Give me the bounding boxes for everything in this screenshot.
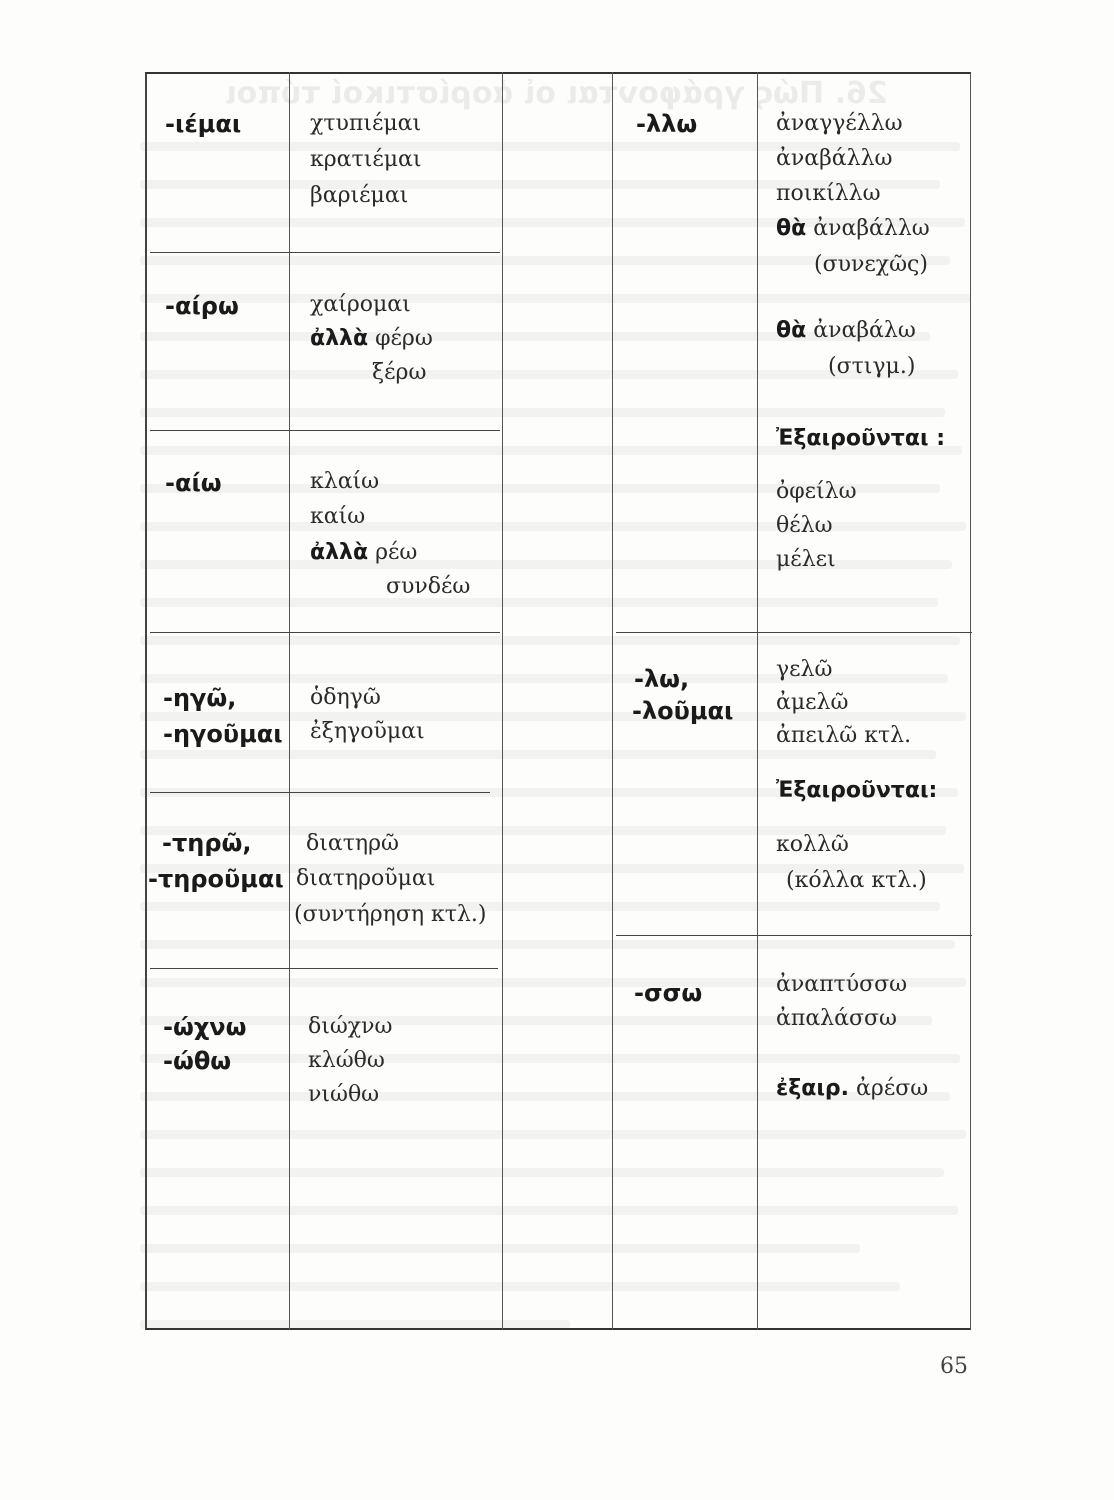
but-conjunction: ἀλλὰ xyxy=(310,540,369,565)
example-word: ἀμελῶ xyxy=(776,690,849,715)
column-divider xyxy=(289,72,290,1330)
exception-abbreviation: ἐξαιρ. xyxy=(776,1076,850,1101)
example-word: διατηρῶ xyxy=(306,831,399,856)
example-word xyxy=(310,538,417,568)
example-word xyxy=(776,316,916,346)
example-word-text: ρέω xyxy=(375,540,418,565)
page-number: 65 xyxy=(940,1354,968,1379)
example-word: κρατιέμαι xyxy=(310,147,422,172)
example-word: νιώθω xyxy=(308,1082,380,1107)
exception-word: ἀρέσω xyxy=(856,1076,929,1101)
example-word: χαίρομαι xyxy=(310,292,411,317)
example-word-text: ἀναβάλλω xyxy=(813,216,930,241)
example-note: (στιγμ.) xyxy=(828,354,916,379)
example-word: γελῶ xyxy=(776,657,833,682)
example-word: κλαίω xyxy=(310,469,380,494)
example-word: ἀναπτύσσω xyxy=(776,972,908,997)
example-word: ἀπαλάσσω xyxy=(776,1006,897,1031)
example-word: ἐξηγοῦμαι xyxy=(310,719,425,744)
suffix-airo: -αίρω xyxy=(165,292,239,320)
example-word: ἀπειλῶ κτλ. xyxy=(776,723,912,748)
row-separator xyxy=(150,252,500,253)
example-word xyxy=(310,324,433,354)
future-particle: θὰ xyxy=(776,318,807,343)
exception-word: ὀφείλω xyxy=(776,479,857,504)
example-word: (συντήρηση κτλ.) xyxy=(294,902,487,927)
example-word: χτυπιέμαι xyxy=(310,111,422,136)
row-separator xyxy=(150,430,500,431)
example-word: κλώθω xyxy=(308,1048,385,1073)
exception-line xyxy=(776,1074,928,1104)
row-separator xyxy=(616,632,972,633)
column-divider-center xyxy=(502,72,503,1330)
but-conjunction: ἀλλὰ xyxy=(310,326,369,351)
column-divider xyxy=(757,72,758,1330)
exception-word: κολλῶ xyxy=(776,832,849,857)
suffix-loumai: -λοῦμαι xyxy=(632,697,734,725)
example-word-text: ἀναβάλω xyxy=(813,318,916,343)
suffix-sso: -σσω xyxy=(634,979,703,1007)
example-word: ποικίλλω xyxy=(776,181,881,206)
suffix-otho: -ώθω xyxy=(163,1047,232,1075)
row-separator xyxy=(150,792,490,793)
example-word: συνδέω xyxy=(386,574,471,599)
example-word: καίω xyxy=(310,504,366,529)
suffix-ochno: -ώχνω xyxy=(163,1013,247,1041)
row-separator xyxy=(150,968,498,969)
suffix-lo: -λω, xyxy=(634,665,690,693)
suffix-llo: -λλω xyxy=(636,110,698,138)
suffix-tiroumai: -τηροῦμαι xyxy=(148,865,284,893)
example-word: ἀναβάλλω xyxy=(776,146,893,171)
future-particle: θὰ xyxy=(776,216,807,241)
suffix-igoumai: -ηγοῦμαι xyxy=(163,720,283,748)
example-word xyxy=(776,214,930,244)
column-divider-center xyxy=(612,72,613,1330)
example-note: (συνεχῶς) xyxy=(814,252,928,277)
suffix-tiro: -τηρῶ, xyxy=(162,829,252,857)
exception-word: μέλει xyxy=(776,547,836,572)
suffix-igo: -ηγῶ, xyxy=(163,684,237,712)
example-word: διατηροῦμαι xyxy=(296,866,436,891)
row-separator xyxy=(150,632,500,633)
exception-note: (κόλλα κτλ.) xyxy=(786,868,927,893)
exceptions-label: Ἐξαιροῦνται : xyxy=(776,426,945,451)
example-word: ὁδηγῶ xyxy=(310,685,381,710)
example-word: ξέρω xyxy=(372,360,427,385)
suffix-ieme: -ιέμαι xyxy=(165,110,242,138)
example-word: ἀναγγέλλω xyxy=(776,111,903,136)
row-separator xyxy=(616,935,972,936)
example-word: βαριέμαι xyxy=(310,183,409,208)
suffix-aio: -αίω xyxy=(165,469,222,497)
bleed-through-heading: 26. Πώς γράφονται οἱ ἀορίστικοί τύποι xyxy=(225,76,888,111)
example-word: διώχνω xyxy=(308,1014,393,1039)
exceptions-label: Ἐξαιροῦνται: xyxy=(776,778,938,803)
example-word-text: φέρω xyxy=(375,326,433,351)
exception-word: θέλω xyxy=(776,513,833,538)
